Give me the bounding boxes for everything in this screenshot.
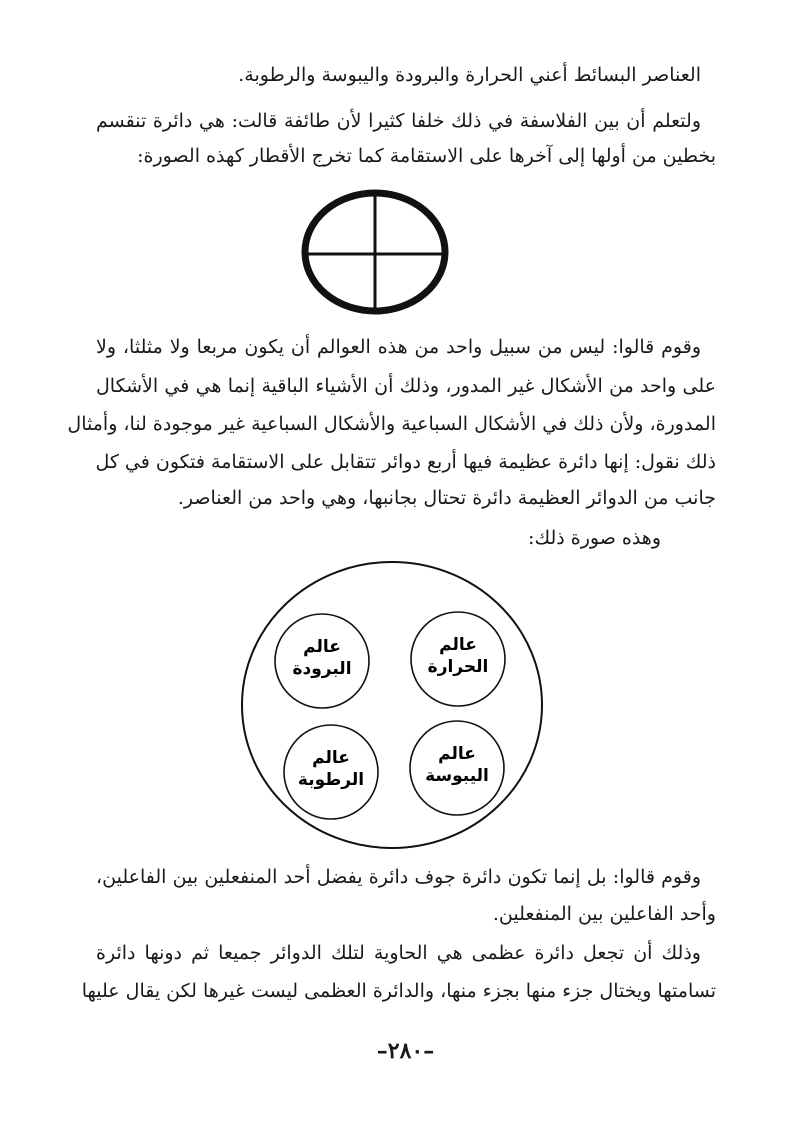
page-number: –٢٨٠–: [376, 1038, 435, 1064]
divided-circle-figure: [298, 187, 452, 317]
paragraph-line: العناصر البسائط أعني الحرارة والبرودة واليبوسة والرطوبة.: [238, 64, 701, 86]
paragraph-line: ذلك نقول: إنها دائرة عظيمة فيها أربع دوائر تتقابل على الاستقامة فتكون في كل: [95, 451, 716, 473]
world-circle-dryness: [410, 721, 504, 815]
world-label: الرطوبة: [297, 770, 365, 790]
paragraph-line: تسامتها ويختال جزء منها بجزء منها، والدائرة العظمى ليست غيرها لكن يقال عليها: [81, 980, 716, 1002]
world-circle-moisture: [284, 725, 378, 819]
world-label: البرودة: [292, 659, 352, 679]
world-circle-heat: [411, 612, 505, 706]
paragraph-line: بخطين من أولها إلى آخرها على الاستقامة كما تخرج الأقطار كهذه الصورة:: [137, 145, 716, 167]
world-circle-cold: [275, 614, 369, 708]
paragraph-line: وأحد الفاعلين بين المنفعلين.: [492, 903, 716, 925]
paragraph-line: وهذه صورة ذلك:: [528, 527, 661, 549]
great-circle: [242, 562, 542, 848]
world-label: عالم: [312, 748, 350, 768]
paragraph-line: وذلك أن تجعل دائرة عظمى هي الحاوية لتلك الدوائر جميعا ثم دونها دائرة: [96, 942, 701, 964]
world-label: عالم: [439, 635, 477, 655]
paragraph-line: جانب من الدوائر العظيمة دائرة تحتال بجانبها، وهي واحد من العناصر.: [177, 487, 716, 509]
paragraph-line: وقوم قالوا: ليس من سبيل واحد من هذه العوالم أن يكون مربعا ولا مثلثا، ولا: [96, 336, 701, 358]
paragraph-line: ولتعلم أن بين الفلاسفة في ذلك خلفا كثيرا لأن طائفة قالت: هي دائرة تنقسم: [96, 110, 701, 132]
world-label: عالم: [438, 744, 476, 764]
paragraph-line: المدورة، ولأن ذلك في الأشكال السباعية والأشكال السباعية غير موجودة لنا، وأمثال: [67, 413, 716, 435]
four-worlds-figure: [238, 556, 546, 854]
world-label: الحرارة: [427, 657, 489, 677]
world-label: اليبوسة: [425, 766, 489, 786]
paragraph-line: وقوم قالوا: بل إنما تكون دائرة جوف دائرة يفضل أحد المنفعلين بين الفاعلين،: [96, 866, 701, 888]
world-label: عالم: [303, 637, 341, 657]
paragraph-line: على واحد من الأشكال غير المدور، وذلك أن الأشياء الباقية إنما هي في الأشكال: [96, 375, 716, 397]
